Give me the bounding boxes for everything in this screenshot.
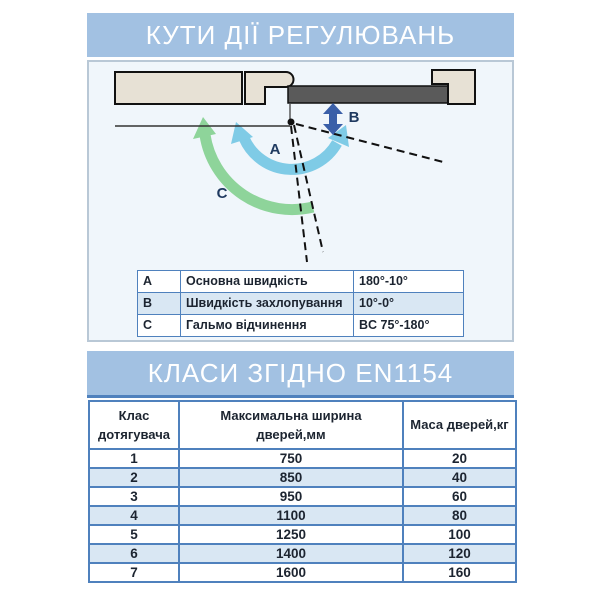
header-max-width: Максимальна ширина дверей,мм xyxy=(179,401,403,449)
door-mass: 80 xyxy=(403,506,516,525)
door-mass: 160 xyxy=(403,563,516,582)
door-mass: 20 xyxy=(403,449,516,468)
door-mass: 40 xyxy=(403,468,516,487)
section1-title: КУТИ ДІЇ РЕГУЛЮВАНЬ xyxy=(145,19,456,50)
dashed-line-closed-2 xyxy=(294,125,323,252)
header-mass: Маса дверей,кг xyxy=(403,401,516,449)
max-door-width: 950 xyxy=(179,487,403,506)
header-class: Клас дотягувача xyxy=(89,401,179,449)
classes-row xyxy=(89,563,516,582)
max-door-width: 850 xyxy=(179,468,403,487)
adjustments-table xyxy=(137,270,464,337)
wall-left xyxy=(115,72,242,104)
section2-title-bar xyxy=(87,351,514,398)
frame-hinge-piece xyxy=(245,72,294,104)
dashed-line-closed-1 xyxy=(291,126,307,262)
max-door-width: 1400 xyxy=(179,544,403,563)
adjustment-range: 180°-10° xyxy=(354,271,464,293)
door-leaf xyxy=(288,86,448,103)
adjustments-row-b xyxy=(138,293,464,315)
class-number: 5 xyxy=(89,525,179,544)
pivot-point xyxy=(288,119,295,126)
max-door-width: 1250 xyxy=(179,525,403,544)
class-number: 4 xyxy=(89,506,179,525)
arc-a xyxy=(244,138,337,169)
label-a: A xyxy=(269,141,281,158)
adjustment-range: 10°-0° xyxy=(354,293,464,315)
door-mass: 120 xyxy=(403,544,516,563)
classes-table xyxy=(88,400,517,583)
class-number: 3 xyxy=(89,487,179,506)
adjustment-name: Швидкість захлопування xyxy=(181,293,354,315)
classes-row xyxy=(89,468,516,487)
adjustments-row-c xyxy=(138,315,464,337)
max-door-width: 750 xyxy=(179,449,403,468)
adjustment-key: C xyxy=(138,315,181,337)
class-number: 7 xyxy=(89,563,179,582)
max-door-width: 1600 xyxy=(179,563,403,582)
adjustments-row-a xyxy=(138,271,464,293)
section1-title-bar xyxy=(87,13,514,57)
adjustment-key: A xyxy=(138,271,181,293)
section2-title: КЛАСИ ЗГІДНО EN1154 xyxy=(147,357,454,388)
door-mass: 60 xyxy=(403,487,516,506)
label-c: C xyxy=(216,185,228,202)
class-number: 2 xyxy=(89,468,179,487)
adjustment-name: Основна швидкість xyxy=(181,271,354,293)
classes-row xyxy=(89,525,516,544)
adjustment-name: Гальмо відчинення xyxy=(181,315,354,337)
adjustment-range: BC 75°-180° xyxy=(354,315,464,337)
classes-row xyxy=(89,487,516,506)
classes-row xyxy=(89,544,516,563)
adjustment-key: B xyxy=(138,293,181,315)
classes-row xyxy=(89,449,516,468)
class-number: 1 xyxy=(89,449,179,468)
max-door-width: 1100 xyxy=(179,506,403,525)
classes-header-row xyxy=(89,401,516,449)
class-number: 6 xyxy=(89,544,179,563)
label-b: B xyxy=(348,109,360,126)
classes-row xyxy=(89,506,516,525)
door-mass: 100 xyxy=(403,525,516,544)
arc-c-arrowhead xyxy=(193,117,216,139)
